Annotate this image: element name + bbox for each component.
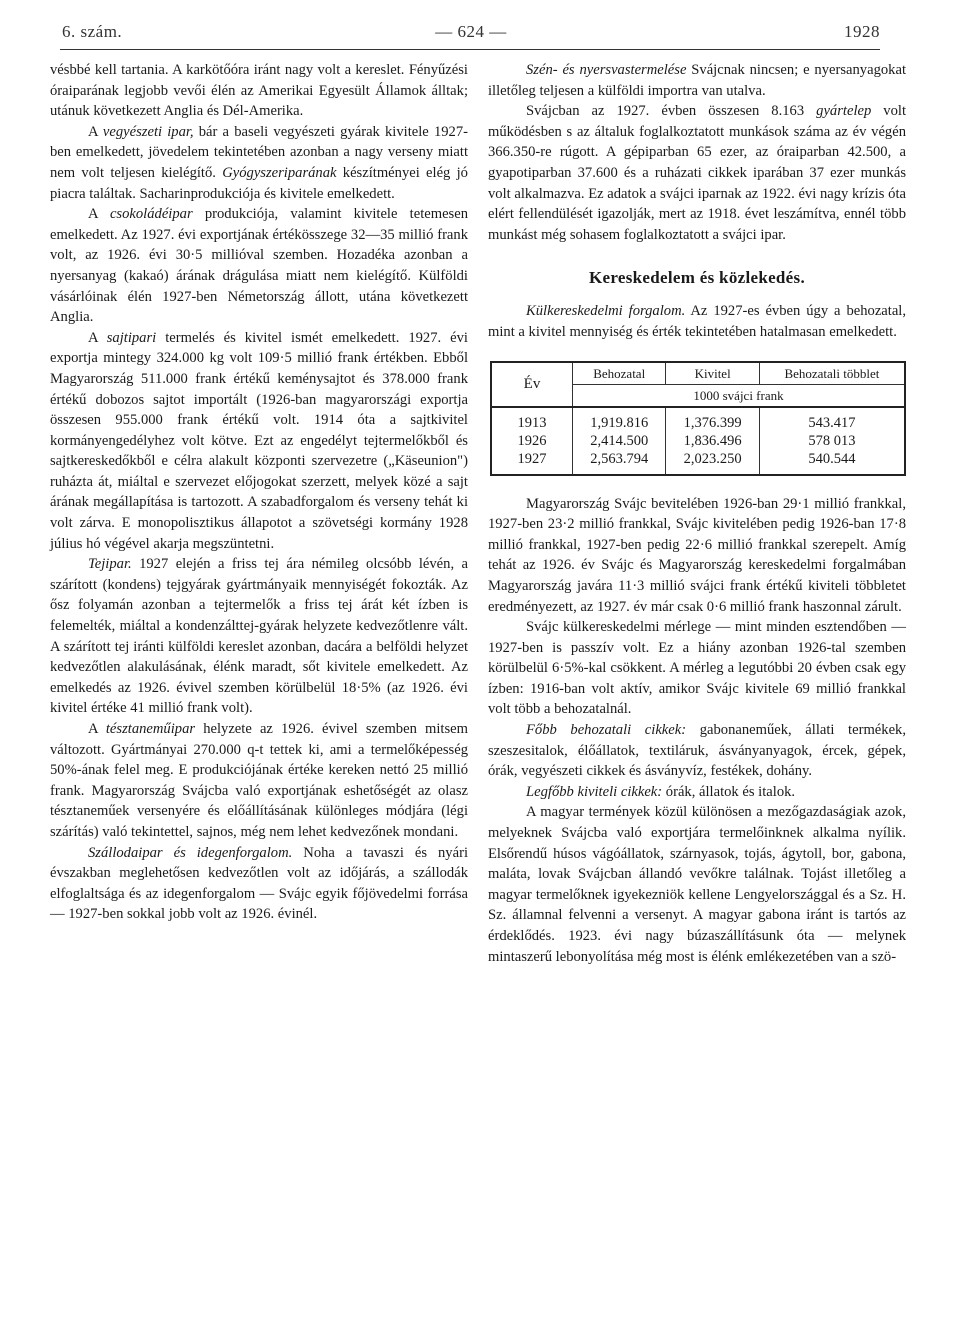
paragraph: Külkereskedelmi forgalom. Az 1927-es évben úgy a behozatal, mint a kivitel mennyiség és érték tekintetében hatalmasan emelkedett. <box>488 303 907 340</box>
paragraph: A tésztaneműipar helyzete az 1926. évivel szemben mitsem változott. Gyártmányai 270.000 q-t tettek ki, ami a termelőképesség 50%-ának felel meg. E produkciójának értéke kereken nettó 25 millió frank. Magyarország Svájcba való exportjának eshetőségét az olasz tésztaneműek versenyére és előállításának különleges módjára (légi szárítás) való tekintettel, sajnos, még nem lehet kedvezőnek mondani. <box>50 721 468 840</box>
paragraph: A csokoládéipar produkciója, valamint kivitele tetemesen emelkedett. Az 1927. évi exportjának értékösszege 32—35 millió frank volt, az 1926. évi 30·5 millióval szemben. Hozadéka azonban a nyersanyag (kakaó) árának drágulása miatt nem kielégítő. Külföldi vásárlóinak élén 1927-ben Németország állott, utána következett Anglia. <box>50 206 469 326</box>
page-header <box>62 22 880 48</box>
table-cell: 578 013 <box>808 432 856 449</box>
table-surplus <box>759 407 905 475</box>
table-cell: 1,919.816 <box>590 414 649 431</box>
table-cell: 2,414.500 <box>590 432 649 449</box>
table-cell: 1927 <box>517 450 547 467</box>
trade-table <box>490 361 906 476</box>
paragraph: Szén- és nyersvastermelése Svájcnak nincsen; e nyersanyagokat illetőleg teljesen a külföldi importra van utalva. <box>488 62 906 99</box>
issue-number: 6. szám. <box>62 22 123 41</box>
table-cell: 1,376.399 <box>683 414 742 431</box>
paragraph: A vegyészeti ipar, bár a baseli vegyészeti gyárak kivitele 1927-ben emelkedett, jövedelem tekintetében azonban a nagy verseny miatt nem volt teljesen kielégítő. Gyógyszeriparának készítményei elég jó piacra találtak. Sacharinprodukciója és kivitele emelkedett. <box>50 123 468 202</box>
paragraph: Magyarország Svájc bevitelében 1926-ban 29·1 millió frankkal, 1927-ben 23·2 millió frankkal, Svájc kivitelében pedig 1926-ban 17·8 millió frankkal, 1927-ben pedig 22·6 millió frankkal szerepelt. Amíg tehát az 1926. év Svájc és Magyarország kereskedelmi forgalmában Magyarország javára 11·3 millió svájci frank értékű kiviteli többletet eredményezett, az 1927. év már csak 0·6 millió frank haszonnal zárult. <box>488 495 906 615</box>
table-cell: 2,023.250 <box>683 450 742 467</box>
paragraph: Legfőbb kiviteli cikkek: órák, állatok és italok. <box>526 783 796 800</box>
left-column <box>50 60 468 925</box>
paragraph: Szállodaipar és idegenforgalom. Noha a tavaszi és nyári évszakban meglehetősen kedvezőtlen volt az időjárás, a szállodák elfoglaltsága és az idegenforgalom — Svájc egyik főjövedelmi forrása — 1927-ben sokkal jobb volt az 1926. évinél. <box>50 844 469 923</box>
table-exports <box>666 407 759 475</box>
table-header-export: Kivitel <box>666 362 759 385</box>
table-cell: 2,563.794 <box>590 450 649 467</box>
section-heading: Kereskedelem és közlekedés. <box>589 268 805 288</box>
table-cell: 1926 <box>517 432 547 449</box>
table-header-year: Év <box>491 362 573 407</box>
paragraph: A sajtipari termelés és kivitel ismét emelkedett. 1927. évi exportja mintegy 324.000 kg volt 109·5 millió frank értékben. Ebből Magyarország 511.000 frank értékű keménysajtot és 378.000 frank értékű dobozos sajtot importált (1926-ban magyarországi exportja összesen 955.000 frank értékű volt. 1914 óta a sajtkivitel kormányengedélyhez volt kötve. Ezt az engedélyt tejtermelőkből és sajtkereskedőkből e célra alakult központi szervezetre („Käseunion") ruházta át, miáltal e szervezet előjogokat szerzett, melyek közé a sajt árának megállapítása is tartozott. A szabadforgalom és verseny tehát ki volt zárva. E monopolisztikus állapotot a szövetségi kormány 1928 július hó végével akarja megszüntetni. <box>50 329 468 552</box>
table-years <box>491 407 573 475</box>
table-cell: 1913 <box>517 414 547 431</box>
table-imports <box>573 407 666 475</box>
paragraph: A magyar termények közül különösen a mezőgazdaságiak azok, melyeknek Svájcba való exportjára termelőinknek alkalma nyílik. Elsőrendű húsos vágóállatok, szárnyasok, tojás, ágytoll, bor, gabona, maláta, lovak Svájcban állandó vevőkre találnak. Tojást illetőleg a magyar termelőknek igyekezniök kellene Lengyelországgal és a Sz. H. Sz. államnal felvenni a versenyt. A magyar gabona iránt is tartós az érdeklődés. 1923. évi nagy búzaszállításunk óta — melynek mintaszerű lebonyolítása még most is élénk emlékezetében van a szö- <box>488 804 906 965</box>
table-header-import: Behozatal <box>573 362 666 385</box>
table-cell: 540.544 <box>808 450 856 467</box>
right-column <box>488 60 906 967</box>
paragraph: Tejipar. 1927 elején a friss tej ára némileg olcsóbb lévén, a szárított (kondens) tejgyárak gyártmányaik mennyiségét fokozták. Az ősz folyamán azonban a tejtermelők a friss tej árát két ízben is felemelték, miáltal a kondenzálttej-gyárak helyzete kedvezőtlenre vált. A szárított tej iránti külföldi kereslet azonban, dacára a belföldi helyzet kedvezőtlen alakulásának, élénk maradt, sőt kivitele emelkedett. Az emelkedés az 1926. évivel szemben körülbelül 18·5% (az 1926. évi kivitel értéke 41 millió frank volt). <box>50 556 468 717</box>
table-unit: 1000 svájci frank <box>573 384 906 407</box>
page-number: — 624 — <box>435 22 507 41</box>
table-cell: 1,836.496 <box>683 432 742 449</box>
header-rule <box>60 49 880 50</box>
table-cell: 543.417 <box>808 414 856 431</box>
paragraph: Svájc külkereskedelmi mérlege — mint minden esztendőben — 1927-ben is passzív volt. Ez a hiány azonban 1926-tal szemben körülbelül 6·5%-kal csökkent. A mérleg a legutóbbi 20 évben csak egy ízben: 1916-ban volt aktív, amikor Svájc kivitele 69 millió frankkal volt több a behozatalnál. <box>488 619 906 718</box>
table-header-surplus: Behozatali többlet <box>759 362 905 385</box>
year: 1928 <box>844 22 880 41</box>
paragraph: Főbb behozatali cikkek: gabonaneműek, állati termékek, szeszesitalok, élőállatok, textiláruk, ásványanyagok, ércek, gépek, órák, vegyészeti cikkek és ásványvíz, festékek, dohány. <box>488 722 906 780</box>
paragraph: Svájcban az 1927. évben összesen 8.163 gyártelep volt működésben s az általuk foglalkoztatott munkások száma az év végén 366.350-re rúgott. A gépiparban 65 ezer, az óraiparban 42.500, a gyapotiparban 37.600 és a ruházati cikkek iparában 37 ezer munkás volt alkalmazva. Ez adatok a svájci iparnak az 1922. évi nagy krízis óta elért fellendülését igazolják, mert az 1918. évet leszámítva, ennél több munkást még sohasem foglalkoztatott a svájci ipar. <box>488 103 907 243</box>
paragraph: vésbbé kell tartania. A karkötőóra iránt nagy volt a kereslet. Fényűzési óraiparának legjobb vevői élén az Amerikai Egyesült Államok álltak; utánuk következett Anglia és Dél-Amerika. <box>50 62 468 120</box>
